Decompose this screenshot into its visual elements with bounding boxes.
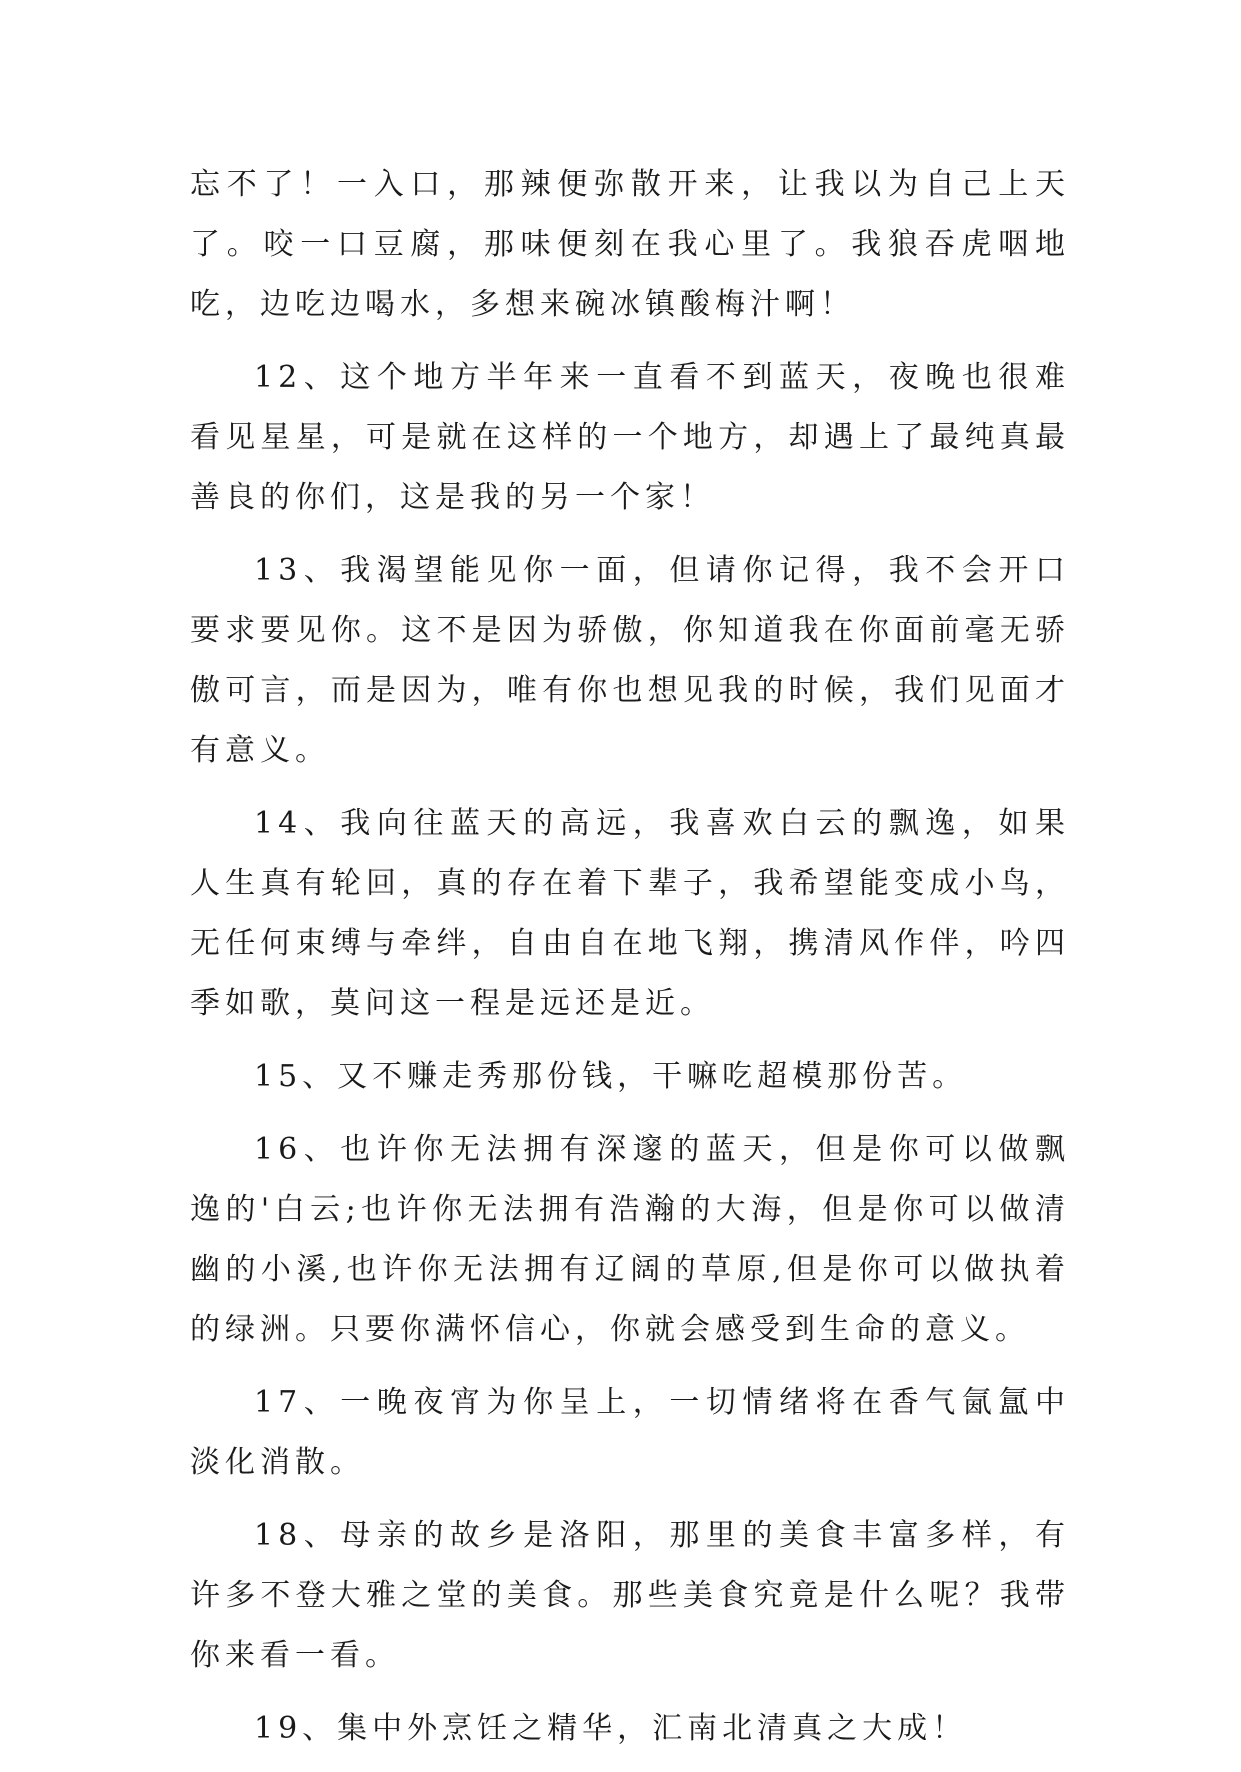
paragraph-13: 13、我渴望能见你一面，但请你记得，我不会开口要求要见你。这不是因为骄傲，你知道我在你面前毫无骄傲可言，而是因为，唯有你也想见我的时候，我们见面才有意义。 bbox=[190, 553, 1070, 768]
paragraph-12: 12、这个地方半年来一直看不到蓝天，夜晚也很难看见星星，可是就在这样的一个地方，却遇上了最纯真最善良的你们，这是我的另一个家！ bbox=[190, 360, 1070, 515]
document-page bbox=[190, 155, 1070, 1772]
paragraph-18: 18、母亲的故乡是洛阳，那里的美食丰富多样，有许多不登大雅之堂的美食。那些美食究竟是什么呢？我带你来看一看。 bbox=[190, 1518, 1070, 1673]
paragraph-19: 19、集中外烹饪之精华，汇南北清真之大成！ bbox=[254, 1711, 968, 1746]
paragraph-14: 14、我向往蓝天的高远，我喜欢白云的飘逸，如果人生真有轮回，真的存在着下辈子，我希望能变成小鸟，无任何束缚与牵绊，自由自在地飞翔，携清风作伴，吟四季如歌，莫问这一程是远还是近。 bbox=[190, 806, 1070, 1021]
paragraph-16: 16、也许你无法拥有深邃的蓝天，但是你可以做飘逸的'白云;也许你无法拥有浩瀚的大海，但是你可以做清幽的小溪,也许你无法拥有辽阔的草原,但是你可以做执着的绿洲。只要你满怀信心，你就会感受到生命的意义。 bbox=[190, 1132, 1070, 1347]
paragraph-continuation: 忘不了！一入口，那辣便弥散开来，让我以为自己上天了。咬一口豆腐，那味便刻在我心里了。我狼吞虎咽地吃，边吃边喝水，多想来碗冰镇酸梅汁啊！ bbox=[190, 167, 1070, 322]
paragraph-15: 15、又不赚走秀那份钱，干嘛吃超模那份苦。 bbox=[254, 1059, 968, 1094]
paragraph-17: 17、一晚夜宵为你呈上，一切情绪将在香气氤氲中淡化消散。 bbox=[190, 1385, 1070, 1480]
